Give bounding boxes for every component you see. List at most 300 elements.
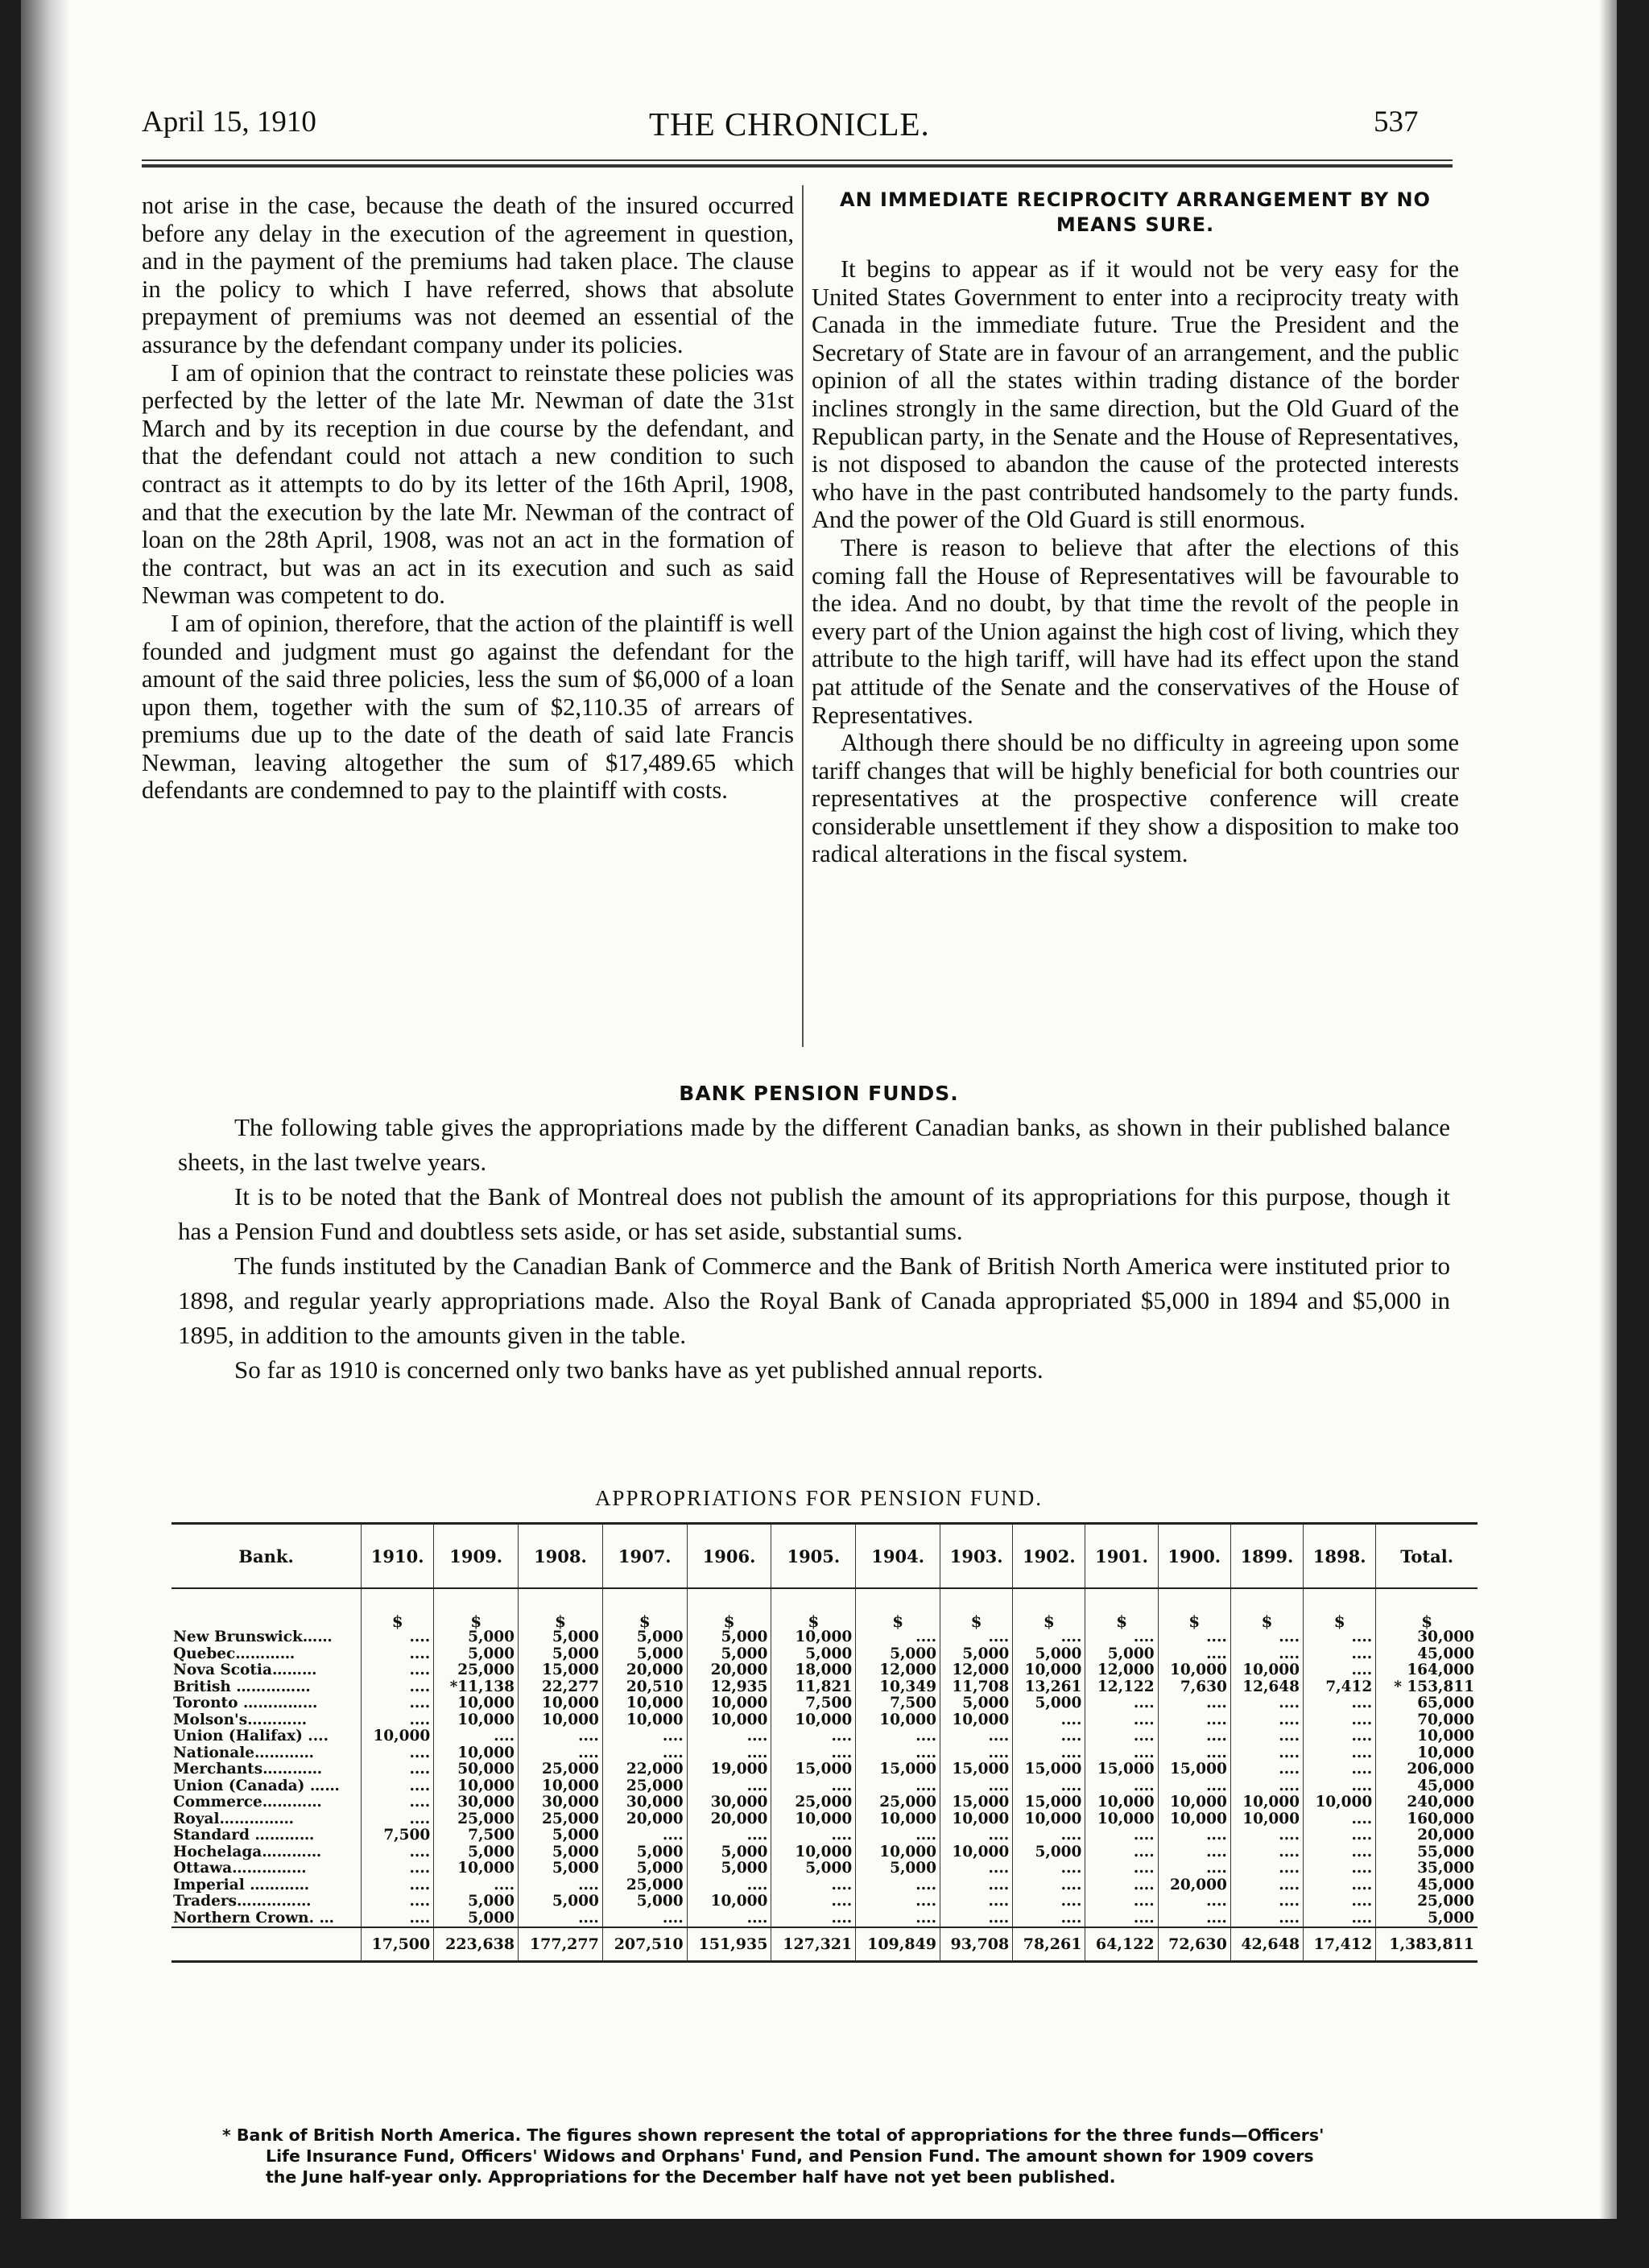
amount-cell: 5,000	[940, 1695, 1013, 1712]
amount-cell: ....	[856, 1893, 940, 1910]
amount-cell: ....	[1230, 1695, 1303, 1712]
amount-cell: ....	[602, 1728, 687, 1745]
currency-cell: $	[1158, 1588, 1230, 1629]
intro-paragraph: The following table gives the appropriations made by the different Canadian banks, as shown in their published balance sheets, in the last twelve years.	[178, 1113, 1450, 1176]
amount-cell: 7,630	[1158, 1679, 1230, 1696]
amount-cell: 15,000	[519, 1662, 603, 1679]
pension-intro	[178, 1110, 1450, 1387]
table-row	[172, 1877, 1477, 1894]
currency-cell: $	[1230, 1588, 1303, 1629]
amount-cell: 7,500	[434, 1827, 519, 1844]
amount-cell: 20,510	[602, 1679, 687, 1696]
currency-cell: $	[1013, 1588, 1085, 1629]
amount-cell: 10,000	[1376, 1745, 1477, 1762]
amount-cell: 5,000	[687, 1629, 771, 1646]
amount-cell: 5,000	[434, 1893, 519, 1910]
amount-cell: ....	[602, 1910, 687, 1928]
amount-cell: ....	[519, 1745, 603, 1762]
amount-cell: *11,138	[434, 1679, 519, 1696]
amount-cell: ....	[940, 1827, 1013, 1844]
amount-cell: 10,000	[771, 1629, 856, 1646]
amount-cell: 45,000	[1376, 1778, 1477, 1795]
column-header: 1903.	[940, 1524, 1013, 1589]
amount-cell: 35,000	[1376, 1860, 1477, 1877]
amount-cell: 11,821	[771, 1679, 856, 1696]
left-column-article	[142, 192, 794, 805]
amount-cell: 25,000	[602, 1778, 687, 1795]
amount-cell: ....	[1304, 1695, 1376, 1712]
amount-cell: 7,500	[856, 1695, 940, 1712]
amount-cell: 15,000	[1158, 1761, 1230, 1778]
amount-cell: 11,708	[940, 1679, 1013, 1696]
total-cell: 207,510	[602, 1927, 687, 1962]
amount-cell: ....	[771, 1827, 856, 1844]
table-row	[172, 1629, 1477, 1646]
amount-cell: ....	[1158, 1728, 1230, 1745]
amount-cell: 5,000	[519, 1646, 603, 1663]
amount-cell: ....	[1230, 1712, 1303, 1729]
column-header: 1900.	[1158, 1524, 1230, 1589]
amount-cell: ....	[856, 1629, 940, 1646]
amount-cell: ....	[362, 1745, 434, 1762]
amount-cell: ....	[771, 1745, 856, 1762]
amount-cell: 10,000	[687, 1893, 771, 1910]
amount-cell: 20,000	[1376, 1827, 1477, 1844]
amount-cell: 12,000	[856, 1662, 940, 1679]
amount-cell: 15,000	[940, 1794, 1013, 1811]
amount-cell: 5,000	[434, 1629, 519, 1646]
amount-cell: ....	[1304, 1877, 1376, 1894]
amount-cell: ....	[940, 1745, 1013, 1762]
amount-cell: 10,000	[771, 1811, 856, 1828]
amount-cell: 12,935	[687, 1679, 771, 1696]
table-row	[172, 1728, 1477, 1745]
amount-cell: ....	[1085, 1778, 1158, 1795]
amount-cell: 13,261	[1013, 1679, 1085, 1696]
bank-name-cell: Traders……………	[173, 1893, 312, 1910]
amount-cell: 10,000	[940, 1844, 1013, 1861]
total-cell: 151,935	[687, 1927, 771, 1962]
amount-cell: ....	[1013, 1860, 1085, 1877]
amount-cell: 5,000	[1013, 1646, 1085, 1663]
amount-cell: 15,000	[1013, 1794, 1085, 1811]
amount-cell: 10,000	[1158, 1811, 1230, 1828]
amount-cell: 12,122	[1085, 1679, 1158, 1696]
amount-cell: ....	[856, 1827, 940, 1844]
amount-cell: 10,000	[1013, 1811, 1085, 1828]
amount-cell: 10,000	[771, 1844, 856, 1861]
amount-cell: 5,000	[1376, 1910, 1477, 1928]
amount-cell: 12,000	[940, 1662, 1013, 1679]
total-cell: 177,277	[519, 1927, 603, 1962]
total-cell: 127,321	[771, 1927, 856, 1962]
amount-cell: ....	[1085, 1629, 1158, 1646]
amount-cell: 10,000	[687, 1712, 771, 1729]
bank-name-cell: Nova Scotia………	[173, 1662, 317, 1678]
amount-cell: ....	[1013, 1712, 1085, 1729]
amount-cell: ....	[1085, 1695, 1158, 1712]
amount-cell: ....	[1013, 1893, 1085, 1910]
table-row	[172, 1679, 1477, 1696]
amount-cell: 15,000	[771, 1761, 856, 1778]
amount-cell: ....	[1304, 1662, 1376, 1679]
amount-cell: ....	[1085, 1844, 1158, 1861]
currency-cell: $	[1304, 1588, 1376, 1629]
amount-cell: ....	[1158, 1629, 1230, 1646]
amount-cell: ....	[1158, 1860, 1230, 1877]
amount-cell: 5,000	[1085, 1646, 1158, 1663]
amount-cell: ....	[687, 1910, 771, 1928]
amount-cell: ....	[1304, 1893, 1376, 1910]
currency-cell: $	[940, 1588, 1013, 1629]
total-cell: 42,648	[1230, 1927, 1303, 1962]
amount-cell: 10,000	[1085, 1794, 1158, 1811]
amount-cell: 10,000	[519, 1712, 603, 1729]
amount-cell: 25,000	[1376, 1893, 1477, 1910]
right-column-article	[812, 188, 1459, 868]
amount-cell: 25,000	[519, 1811, 603, 1828]
table-title: APPROPRIATIONS FOR PENSION FUND.	[594, 1486, 1044, 1510]
amount-cell: 5,000	[687, 1646, 771, 1663]
amount-cell: 20,000	[687, 1811, 771, 1828]
amount-cell: ....	[362, 1860, 434, 1877]
publication-title: THE CHRONICLE.	[649, 106, 930, 143]
table-footnote	[222, 2125, 1446, 2187]
column-header: 1907.	[602, 1524, 687, 1589]
total-cell: 78,261	[1013, 1927, 1085, 1962]
amount-cell: 10,000	[1304, 1794, 1376, 1811]
currency-cell: $	[1376, 1588, 1477, 1629]
amount-cell: 160,000	[1376, 1811, 1477, 1828]
amount-cell: ....	[1085, 1910, 1158, 1928]
amount-cell: 5,000	[771, 1860, 856, 1877]
totals-row	[172, 1927, 1477, 1962]
amount-cell: 10,000	[940, 1712, 1013, 1729]
amount-cell: ....	[362, 1794, 434, 1811]
amount-cell: 70,000	[1376, 1712, 1477, 1729]
amount-cell: 10,000	[519, 1778, 603, 1795]
amount-cell: 10,000	[602, 1712, 687, 1729]
currency-cell: $	[771, 1588, 856, 1629]
bank-name-cell: Molson's…………	[173, 1711, 308, 1728]
amount-cell: ....	[1158, 1893, 1230, 1910]
column-header: 1902.	[1013, 1524, 1085, 1589]
amount-cell: ....	[362, 1629, 434, 1646]
amount-cell: 5,000	[856, 1860, 940, 1877]
bank-name-cell: Imperial …………	[173, 1876, 310, 1893]
amount-cell: ....	[362, 1695, 434, 1712]
table-row	[172, 1646, 1477, 1663]
amount-cell: ....	[1230, 1761, 1303, 1778]
total-cell: 109,849	[856, 1927, 940, 1962]
amount-cell: 12,648	[1230, 1679, 1303, 1696]
amount-cell: 7,500	[362, 1827, 434, 1844]
amount-cell: 18,000	[771, 1662, 856, 1679]
amount-cell: 206,000	[1376, 1761, 1477, 1778]
article-paragraph: I am of opinion that the contract to reinstate these policies was perfected by the letter of the late Mr. Newman of date the 31st March and by its reception in due course by the defendant, and that the defendant could not attach a new condition to such contract as it attempts to do by its letter of the 16th April, 1908, and that the execution by the late Mr. Newman of the contract of loan on the 28th April, 1908, was not an act in the formation of the contract, but was an act in its execution and such as said Newman was competent to do.	[142, 358, 794, 610]
total-cell: 1,383,811	[1376, 1927, 1477, 1962]
currency-cell: $	[1085, 1588, 1158, 1629]
amount-cell: 10,000	[434, 1712, 519, 1729]
amount-cell: 5,000	[940, 1646, 1013, 1663]
amount-cell: 10,000	[434, 1778, 519, 1795]
amount-cell: 5,000	[1013, 1844, 1085, 1861]
amount-cell: ....	[1158, 1646, 1230, 1663]
pension-fund-table	[172, 1522, 1477, 1963]
amount-cell: ....	[1013, 1827, 1085, 1844]
amount-cell: 12,000	[1085, 1662, 1158, 1679]
amount-cell: ....	[1085, 1877, 1158, 1894]
amount-cell: 5,000	[856, 1646, 940, 1663]
table-row	[172, 1778, 1477, 1795]
bank-name-cell: Ottawa……………	[173, 1860, 307, 1877]
currency-cell: $	[856, 1588, 940, 1629]
article-paragraph: not arise in the case, because the death of the insured occurred before any delay in the execution of the agreement in question, and in the payment of the premiums had taken place. The clause in the policy to which I have referred, shows that absolute prepayment of premiums was not deemed an essential of the assurance by the defendant company under its policies.	[142, 192, 794, 358]
amount-cell: ....	[362, 1679, 434, 1696]
amount-cell: 25,000	[771, 1794, 856, 1811]
table-row	[172, 1910, 1477, 1928]
bank-name-cell: Hochelaga…………	[173, 1843, 322, 1860]
amount-cell: ....	[1304, 1745, 1376, 1762]
bank-name-cell: Union (Canada) ……	[173, 1777, 340, 1794]
amount-cell: 65,000	[1376, 1695, 1477, 1712]
amount-cell: ....	[856, 1728, 940, 1745]
total-cell: 72,630	[1158, 1927, 1230, 1962]
amount-cell: 10,000	[1376, 1728, 1477, 1745]
column-header: 1901.	[1085, 1524, 1158, 1589]
amount-cell: ....	[687, 1728, 771, 1745]
amount-cell: ....	[771, 1893, 856, 1910]
footnote-line: the June half-year only. Appropriations for the December half have not yet been published.	[266, 2167, 1116, 2187]
amount-cell: 10,000	[1230, 1662, 1303, 1679]
amount-cell: ....	[519, 1877, 603, 1894]
amount-cell: 30,000	[1376, 1629, 1477, 1646]
amount-cell: 45,000	[1376, 1646, 1477, 1663]
amount-cell: ....	[362, 1844, 434, 1861]
table-row	[172, 1662, 1477, 1679]
amount-cell: ....	[1158, 1910, 1230, 1928]
bank-name-cell: New Brunswick……	[173, 1629, 333, 1645]
intro-paragraph: It is to be noted that the Bank of Montreal does not publish the amount of its appropriations for this purpose, though it has a Pension Fund and doubtless sets aside, or has set aside, substantial sums.	[178, 1182, 1450, 1245]
amount-cell: ....	[519, 1728, 603, 1745]
currency-cell: $	[687, 1588, 771, 1629]
amount-cell: ....	[1158, 1827, 1230, 1844]
amount-cell: ....	[362, 1662, 434, 1679]
article-heading: AN IMMEDIATE RECIPROCITY ARRANGEMENT BY NO MEANS SURE.	[840, 188, 1431, 236]
currency-row	[172, 1588, 1477, 1629]
amount-cell: 5,000	[519, 1860, 603, 1877]
amount-cell: 20,000	[1158, 1877, 1230, 1894]
article-paragraph: It begins to appear as if it would not be very easy for the United States Government to enter into a reciprocity treaty with Canada in the immediate future. True the President and the Secretary of State are in favour of an arrangement, and the public opinion of all the states within trading distance of the border inclines strongly in the same direction, but the Old Guard of the Republican party, in the Senate and the House of Representatives, is not disposed to abandon the cause of the protected interests who have in the past contributed handsomely to the party funds. And the power of the Old Guard is still enormous.	[812, 255, 1459, 534]
amount-cell: ....	[1085, 1728, 1158, 1745]
footnote-line: Life Insurance Fund, Officers' Widows and Orphans' Fund, and Pension Fund. The amount shown for 1909 covers	[266, 2146, 1314, 2166]
amount-cell: 5,000	[434, 1910, 519, 1928]
amount-cell: ....	[1304, 1728, 1376, 1745]
amount-cell: ....	[1158, 1778, 1230, 1795]
amount-cell: 55,000	[1376, 1844, 1477, 1861]
amount-cell: 10,000	[1158, 1794, 1230, 1811]
bank-name-cell: Toronto ……………	[173, 1695, 318, 1711]
amount-cell: ....	[362, 1893, 434, 1910]
amount-cell: 5,000	[602, 1844, 687, 1861]
amount-cell: 10,000	[687, 1695, 771, 1712]
total-cell: 93,708	[940, 1927, 1013, 1962]
amount-cell: 10,000	[856, 1712, 940, 1729]
amount-cell: ....	[602, 1745, 687, 1762]
amount-cell: 10,000	[856, 1844, 940, 1861]
amount-cell: 7,500	[771, 1695, 856, 1712]
amount-cell: 7,412	[1304, 1679, 1376, 1696]
amount-cell: ....	[687, 1745, 771, 1762]
currency-cell: $	[519, 1588, 603, 1629]
amount-cell: ....	[1013, 1778, 1085, 1795]
currency-cell	[172, 1588, 362, 1629]
amount-cell: 25,000	[434, 1662, 519, 1679]
bank-name-cell: Commerce…………	[173, 1794, 322, 1811]
amount-cell: 15,000	[940, 1761, 1013, 1778]
amount-cell: 45,000	[1376, 1877, 1477, 1894]
amount-cell: 5,000	[602, 1646, 687, 1663]
total-cell	[172, 1927, 362, 1962]
page-binding-shadow	[21, 0, 69, 2219]
amount-cell: 25,000	[602, 1877, 687, 1894]
amount-cell: 25,000	[434, 1811, 519, 1828]
amount-cell: 19,000	[687, 1761, 771, 1778]
footnote-line: * Bank of British North America. The figures shown represent the total of appropriations for the three funds—Officers'	[222, 2125, 1325, 2145]
amount-cell: ....	[771, 1778, 856, 1795]
amount-cell: 10,000	[940, 1811, 1013, 1828]
amount-cell: ....	[519, 1910, 603, 1928]
amount-cell: 30,000	[687, 1794, 771, 1811]
amount-cell: 5,000	[602, 1629, 687, 1646]
column-header: 1910.	[362, 1524, 434, 1589]
amount-cell: 5,000	[1013, 1695, 1085, 1712]
amount-cell: ....	[1230, 1844, 1303, 1861]
amount-cell: 10,000	[1230, 1811, 1303, 1828]
amount-cell: ....	[1085, 1827, 1158, 1844]
amount-cell: 5,000	[434, 1844, 519, 1861]
table-row	[172, 1761, 1477, 1778]
amount-cell: ....	[1013, 1745, 1085, 1762]
amount-cell: 15,000	[856, 1761, 940, 1778]
total-cell: 223,638	[434, 1927, 519, 1962]
amount-cell: 10,000	[1158, 1662, 1230, 1679]
amount-cell: ....	[940, 1877, 1013, 1894]
amount-cell: ....	[1085, 1712, 1158, 1729]
amount-cell: ....	[1304, 1860, 1376, 1877]
amount-cell: ....	[1230, 1910, 1303, 1928]
bank-name-cell: Royal……………	[173, 1810, 294, 1827]
amount-cell: 10,349	[856, 1679, 940, 1696]
bank-name-cell: Nationale…………	[173, 1744, 315, 1761]
page-edge-shadow	[1599, 0, 1617, 2219]
amount-cell: 5,000	[687, 1860, 771, 1877]
amount-cell: 5,000	[519, 1844, 603, 1861]
amount-cell: ....	[1230, 1860, 1303, 1877]
amount-cell: 10,000	[1230, 1794, 1303, 1811]
amount-cell: ....	[1230, 1877, 1303, 1894]
amount-cell: ....	[1304, 1712, 1376, 1729]
amount-cell: 10,000	[434, 1860, 519, 1877]
amount-cell: 5,000	[519, 1827, 603, 1844]
amount-cell: ....	[1304, 1646, 1376, 1663]
amount-cell: ....	[856, 1877, 940, 1894]
table-row	[172, 1695, 1477, 1712]
amount-cell: ....	[1304, 1827, 1376, 1844]
amount-cell: 240,000	[1376, 1794, 1477, 1811]
intro-paragraph: The funds instituted by the Canadian Bank of Commerce and the Bank of British North America were instituted prior to 1898, and regular yearly appropriations made. Also the Royal Bank of Canada appropriated $5,000 in 1894 and $5,000 in 1895, in addition to the amounts given in the table.	[178, 1252, 1450, 1349]
amount-cell: ....	[771, 1910, 856, 1928]
amount-cell: ....	[362, 1712, 434, 1729]
amount-cell: ....	[856, 1745, 940, 1762]
amount-cell: 15,000	[1085, 1761, 1158, 1778]
table-row	[172, 1712, 1477, 1729]
amount-cell: 20,000	[602, 1662, 687, 1679]
intro-paragraph: So far as 1910 is concerned only two banks have as yet published annual reports.	[234, 1355, 1044, 1384]
amount-cell: 10,000	[1085, 1811, 1158, 1828]
amount-cell: ....	[1304, 1910, 1376, 1928]
column-header: Total.	[1376, 1524, 1477, 1589]
table-row	[172, 1860, 1477, 1877]
amount-cell: ....	[687, 1827, 771, 1844]
table-row	[172, 1893, 1477, 1910]
issue-date: April 15, 1910	[142, 106, 316, 139]
section-title: BANK PENSION FUNDS.	[679, 1082, 959, 1105]
amount-cell: 22,000	[602, 1761, 687, 1778]
total-cell: 64,122	[1085, 1927, 1158, 1962]
amount-cell: 10,000	[856, 1811, 940, 1828]
amount-cell: ....	[687, 1778, 771, 1795]
amount-cell: ....	[687, 1877, 771, 1894]
amount-cell: ....	[1230, 1629, 1303, 1646]
column-header: 1909.	[434, 1524, 519, 1589]
amount-cell: 10,000	[434, 1695, 519, 1712]
column-header: 1899.	[1230, 1524, 1303, 1589]
table-row	[172, 1811, 1477, 1828]
amount-cell: ....	[434, 1728, 519, 1745]
amount-cell: ....	[1013, 1629, 1085, 1646]
amount-cell: ....	[1230, 1893, 1303, 1910]
amount-cell: ....	[1304, 1811, 1376, 1828]
column-header-bank: Bank.	[172, 1524, 362, 1589]
amount-cell: ....	[1013, 1877, 1085, 1894]
amount-cell: 15,000	[1013, 1761, 1085, 1778]
bank-name-cell: British ……………	[173, 1678, 311, 1695]
bank-name-cell: Union (Halifax) ....	[173, 1728, 329, 1744]
amount-cell: 10,000	[434, 1745, 519, 1762]
article-paragraph: There is reason to believe that after the elections of this coming fall the House of Representatives will be favourable to the idea. And no doubt, by that time the revolt of the people in every part of the Union against the high cost of living, which they attribute to the high tariff, will have had its effect upon the stand pat attitude of the Senate and the conservatives of the House of Representatives.	[812, 533, 1459, 729]
amount-cell: 10,000	[1013, 1662, 1085, 1679]
amount-cell: * 153,811	[1376, 1679, 1477, 1696]
amount-cell: ....	[1158, 1844, 1230, 1861]
column-header: 1904.	[856, 1524, 940, 1589]
amount-cell: 25,000	[856, 1794, 940, 1811]
amount-cell: 30,000	[434, 1794, 519, 1811]
amount-cell: 5,000	[687, 1844, 771, 1861]
bank-name-cell: Standard …………	[173, 1827, 315, 1844]
amount-cell: ....	[856, 1910, 940, 1928]
table-row	[172, 1844, 1477, 1861]
amount-cell: ....	[1230, 1745, 1303, 1762]
currency-cell: $	[362, 1588, 434, 1629]
amount-cell: ....	[1230, 1827, 1303, 1844]
amount-cell: ....	[940, 1893, 1013, 1910]
amount-cell: ....	[940, 1629, 1013, 1646]
amount-cell: 5,000	[519, 1893, 603, 1910]
amount-cell: 5,000	[602, 1860, 687, 1877]
amount-cell: 20,000	[687, 1662, 771, 1679]
amount-cell: 164,000	[1376, 1662, 1477, 1679]
